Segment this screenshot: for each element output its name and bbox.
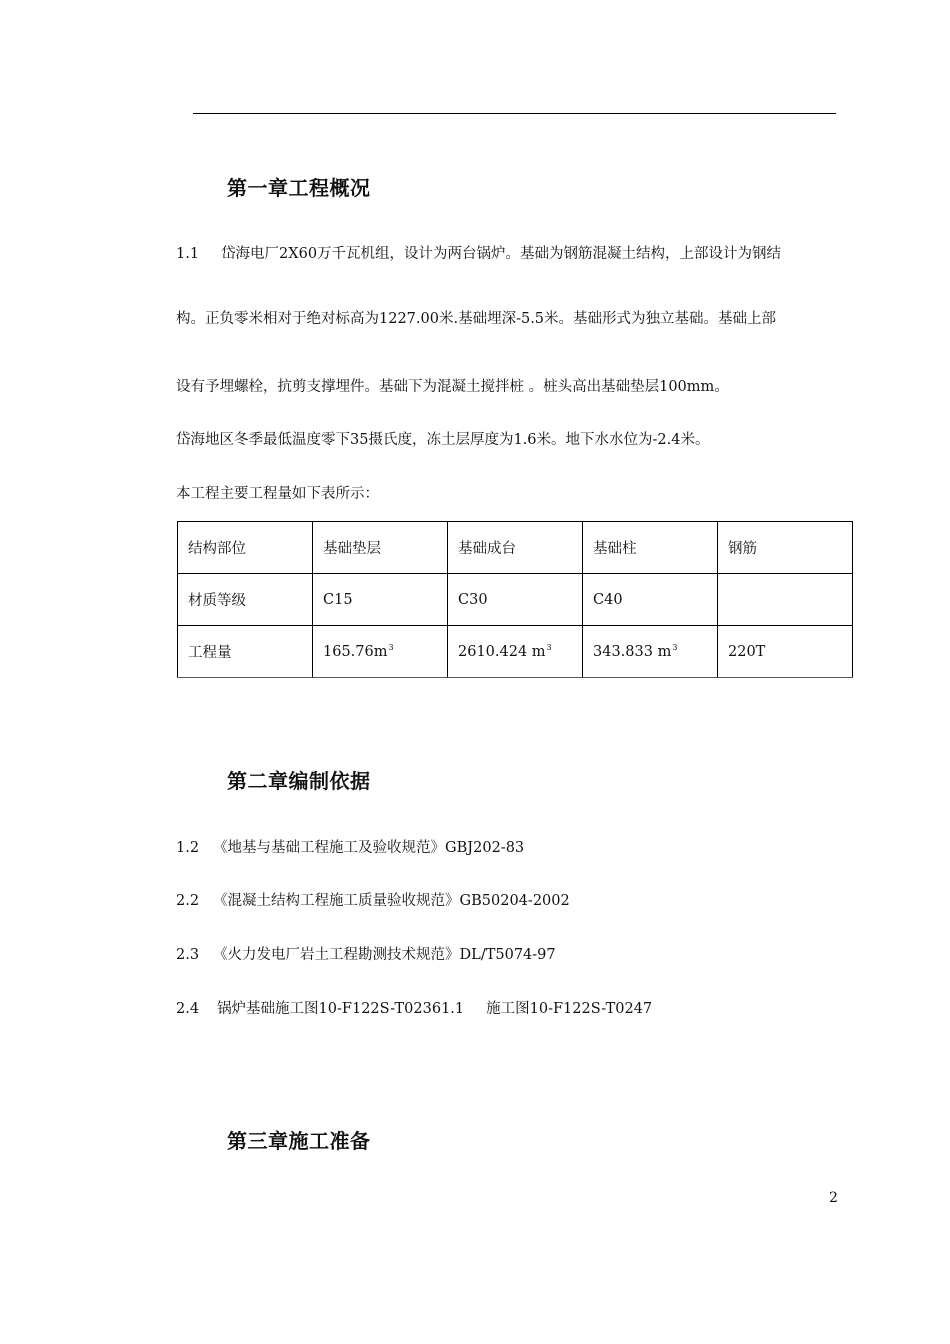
table-cell: C15 — [313, 574, 448, 626]
table-cell — [583, 626, 718, 678]
table-row — [178, 626, 853, 678]
page-number: 2 — [829, 1190, 838, 1206]
reference-number: 2.4 — [176, 1001, 200, 1017]
paragraph-1-line-3: 设有予埋螺栓，抗剪支撑埋件。基础下为混凝土搅拌桩 。桩头高出基础垫层100mm。 — [176, 379, 729, 395]
table-cell: 基础垫层 — [313, 522, 448, 574]
reference-item — [176, 836, 524, 857]
table-cell: 基础成台 — [448, 522, 583, 574]
reference-number: 2.2 — [176, 893, 200, 909]
paragraph-1-line-1 — [176, 242, 781, 263]
table-row — [178, 574, 853, 626]
reference-text: 《地基与基础工程施工及验收规范》GBJ202-83 — [213, 840, 525, 856]
paragraph-2: 岱海地区冬季最低温度零下35摄氏度，冻土层厚度为1.6米。地下水水位为-2.4米。 — [176, 432, 710, 448]
reference-text: 《火力发电厂岩土工程勘测技术规范》DL/T5074-97 — [213, 947, 556, 963]
table-cell: C40 — [583, 574, 718, 626]
table-cell: 结构部位 — [178, 522, 313, 574]
cell-value: 165.76m — [323, 644, 388, 660]
table-cell — [718, 574, 853, 626]
reference-number: 1.2 — [176, 840, 200, 856]
reference-text: 《混凝土结构工程施工质量验收规范》GB50204-2002 — [213, 893, 570, 909]
paragraph-1-number: 1.1 — [176, 246, 200, 262]
reference-text-2: 施工图10-F122S-T0247 — [486, 1001, 653, 1017]
reference-item — [176, 943, 556, 964]
table-cell: 基础柱 — [583, 522, 718, 574]
unit-superscript: 3 — [546, 643, 552, 652]
header-rule — [193, 113, 836, 114]
paragraph-3: 本工程主要工程量如下表所示： — [176, 486, 379, 502]
reference-number: 2.3 — [176, 947, 200, 963]
reference-text: 锅炉基础施工图10-F122S-T02361.1 — [217, 1001, 465, 1017]
paragraph-1-line-2: 构。正负零米相对于绝对标高为1227.00米.基础埋深-5.5米。基础形式为独立基础。基础上部 — [176, 311, 777, 327]
chapter-3-heading: 第三章施工准备 — [227, 1129, 371, 1153]
table-cell: 材质等级 — [178, 574, 313, 626]
table-cell — [448, 626, 583, 678]
cell-value: 2610.424 m — [458, 644, 546, 660]
chapter-2-heading: 第二章编制依据 — [227, 769, 371, 793]
table-row — [178, 522, 853, 574]
table-cell: 钢筋 — [718, 522, 853, 574]
reference-item — [176, 889, 570, 910]
table-cell: C30 — [448, 574, 583, 626]
table-cell: 工程量 — [178, 626, 313, 678]
unit-superscript: 3 — [672, 643, 678, 652]
quantity-table — [177, 521, 853, 678]
paragraph-1-text: 岱海电厂2X60万千瓦机组，设计为两台锅炉。基础为钢筋混凝土结构，上部设计为钢结 — [221, 246, 782, 262]
table-cell — [313, 626, 448, 678]
table-cell: 220T — [718, 626, 853, 678]
cell-value: 343.833 m — [593, 644, 672, 660]
unit-superscript: 3 — [388, 643, 394, 652]
chapter-1-heading: 第一章工程概况 — [227, 176, 371, 200]
reference-item — [176, 997, 652, 1018]
